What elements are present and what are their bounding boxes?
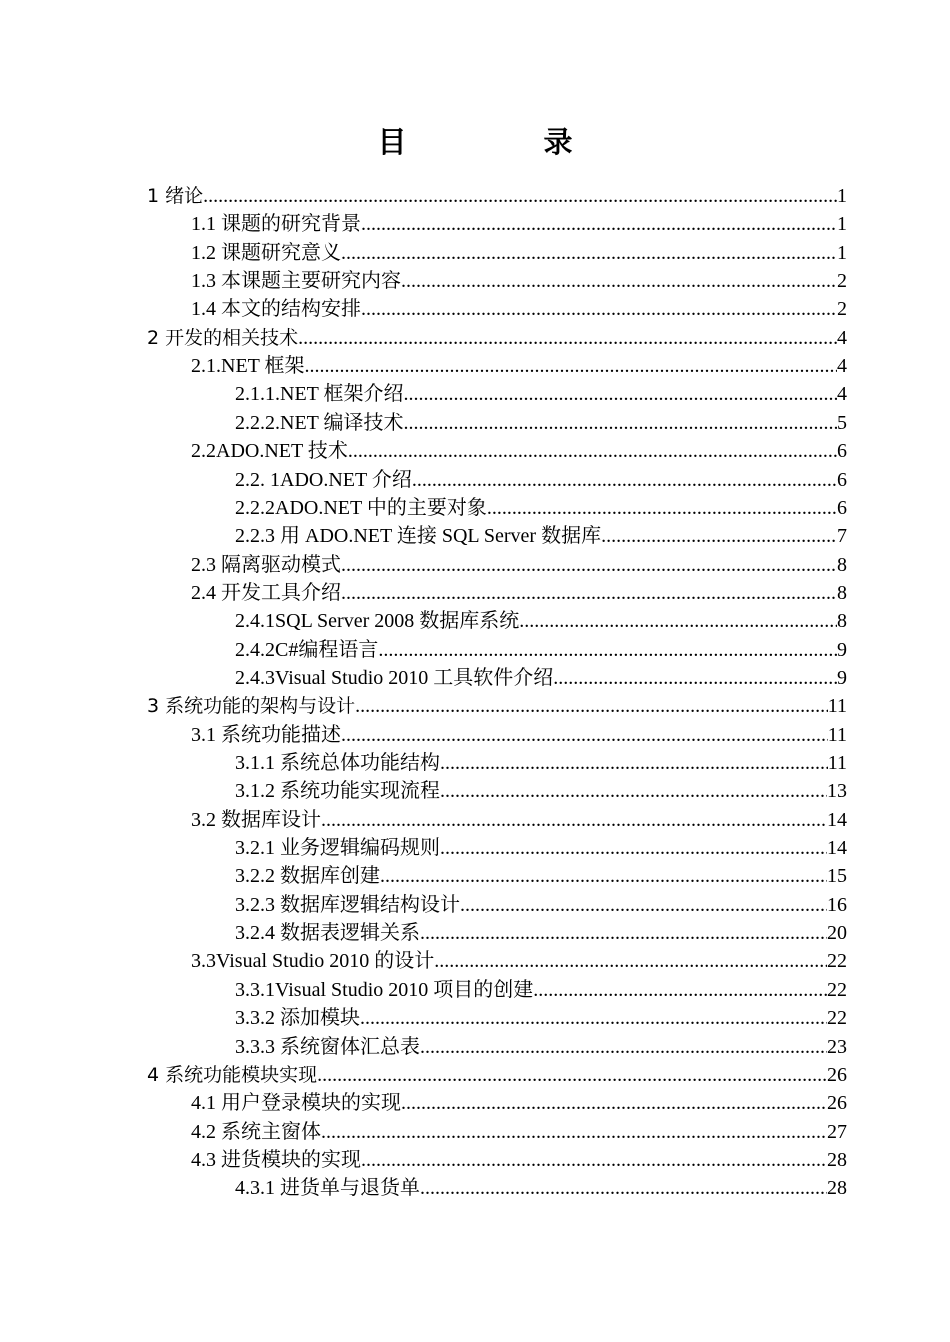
toc-dot-leader [404,409,837,437]
toc-entry-title: 3.1 系统功能描述 [191,723,341,746]
toc-entry-title: 3.1.1 系统总体功能结构 [235,752,440,774]
toc-dot-leader [533,976,827,1004]
toc-dot-leader [361,210,837,238]
toc-entry-page: 11 [827,695,847,718]
toc-entry-title: 3.1.2 系统功能实现流程 [235,780,440,803]
toc-dot-leader [412,466,837,494]
toc-entry [235,380,847,408]
toc-dot-leader [420,919,827,947]
toc-dot-leader [601,522,837,550]
toc-entry [191,721,847,749]
toc-entry-page: 1 [837,185,847,207]
toc-dot-leader [341,551,837,579]
toc-entry-title: 3.3Visual Studio 2010 的设计 [191,950,435,973]
toc-dot-leader [420,1174,827,1202]
toc-entry-page: 5 [837,411,847,434]
toc-dot-leader [360,1004,827,1032]
toc-entry-page: 11 [827,723,847,746]
toc-entry-title: 3.2.1 业务逻辑编码规则 [235,837,440,860]
toc-entry [235,494,847,522]
toc-entry-title: 1 绪论 [147,185,204,207]
toc-entry-title: 2.1.1.NET 框架介绍 [235,383,404,406]
toc-entry [191,1089,847,1117]
toc-entry [191,239,847,267]
toc-entry [235,1033,847,1061]
toc-entry [235,409,847,437]
toc-entry [235,1174,847,1202]
toc-dot-leader [361,1146,827,1174]
toc-entry [235,664,847,692]
toc-entry [147,692,847,720]
toc-dot-leader [401,267,837,295]
toc-dot-leader [355,692,828,720]
toc-dot-leader [305,352,837,380]
toc-entry [235,777,847,805]
toc-entry [191,579,847,607]
toc-entry-title: 2.4.2C#编程语言 [235,638,379,661]
toc-entry-page: 11 [827,752,847,774]
toc-entry-title: 2.4.1SQL Server 2008 数据库系统 [235,610,520,633]
toc-entry-title: 2.3 隔离驱动模式 [191,553,341,576]
toc-entry-title: 2.4 开发工具介绍 [191,581,341,604]
toc-entry-title: 2 开发的相关技术 [147,326,299,349]
toc-entry-title: 3.2.4 数据表逻辑关系 [235,922,420,945]
toc-dot-leader [440,834,827,862]
toc-dot-leader [321,806,827,834]
toc-entry-page: 6 [837,468,847,491]
toc-entry-page: 2 [837,298,847,321]
toc-entry [235,919,847,947]
toc-entry-page: 26 [827,1063,847,1086]
toc-entry-page: 13 [827,780,847,803]
toc-entry [235,834,847,862]
toc-entry-page: 16 [827,893,847,916]
toc-entry-title: 1.1 课题的研究背景 [191,213,361,236]
toc-entry-title: 3.2 数据库设计 [191,808,321,831]
toc-entry [191,210,847,238]
toc-entry [191,806,847,834]
toc-entry [191,947,847,975]
toc-entry [191,437,847,465]
toc-entry [235,976,847,1004]
toc-entry-page: 28 [827,1177,847,1200]
toc-entry-page: 14 [827,837,847,860]
toc-entry-page: 9 [837,666,847,689]
toc-dot-leader [434,947,827,975]
toc-entry-title: 4.3.1 进货单与退货单 [235,1177,420,1200]
toc-entry-title: 4.3 进货模块的实现 [191,1148,361,1171]
toc-entry-title: 3.3.3 系统窗体汇总表 [235,1035,420,1058]
toc-entry [235,1004,847,1032]
toc-entry [235,636,847,664]
toc-entry-title: 4.1 用户登录模块的实现 [191,1092,401,1115]
toc-entry-title: 4.2 系统主窗体 [191,1120,321,1143]
toc-entry-page: 1 [837,241,847,264]
toc-dot-leader [348,437,837,465]
toc-entry-page: 23 [827,1035,847,1058]
toc-entry-page: 22 [827,978,847,1001]
toc-entry [235,862,847,890]
toc-entry-page: 22 [827,1007,847,1030]
toc-entry-title: 2.2.2ADO.NET 中的主要对象 [235,496,487,519]
toc-entry-title: 3.3.1Visual Studio 2010 项目的创建 [235,978,534,1001]
toc-entry-page: 22 [827,950,847,973]
toc-dot-leader [519,607,837,635]
toc-dot-leader [404,380,837,408]
toc-entry-title: 3.2.2 数据库创建 [235,865,380,888]
toc-entry-page: 8 [837,553,847,576]
toc-dot-leader [341,239,837,267]
toc-entry-page: 28 [827,1148,847,1171]
toc-dot-leader [317,1061,827,1089]
toc-dot-leader [378,636,837,664]
toc-entry [235,891,847,919]
toc-entry-page: 7 [837,525,847,548]
toc-dot-leader [341,721,828,749]
toc-dot-leader [460,891,827,919]
toc-entry-title: 2.4.3Visual Studio 2010 工具软件介绍 [235,666,554,689]
toc-entry-page: 27 [827,1120,847,1143]
toc-dot-leader [553,664,837,692]
toc-entry [191,1118,847,1146]
toc-entry-title: 2.2.2.NET 编译技术 [235,411,404,434]
toc-entry-page: 4 [837,355,847,378]
toc-entry [191,267,847,295]
toc-entry [191,551,847,579]
toc-entry-title: 1.3 本课题主要研究内容 [191,270,401,293]
toc-entry-page: 1 [837,213,847,236]
toc-dot-leader [420,1033,827,1061]
toc-dot-leader [440,749,828,777]
toc-entry-page: 4 [837,383,847,406]
toc-entry [235,466,847,494]
page-title: 目 录 [377,125,627,159]
toc-entry-page: 6 [837,496,847,519]
toc-entry-title: 3.2.3 数据库逻辑结构设计 [235,893,460,916]
toc-entry [191,352,847,380]
toc-entry-title: 2.2ADO.NET 技术 [191,440,348,463]
toc-dot-leader [440,777,827,805]
toc-entry-page: 4 [837,326,847,349]
toc-entry-page: 15 [827,865,847,888]
toc-entry-page: 8 [837,610,847,633]
toc-dot-leader [341,579,837,607]
toc-entry-title: 1.4 本文的结构安排 [191,298,361,321]
toc-entry-page: 26 [827,1092,847,1115]
toc-entry-page: 8 [837,581,847,604]
toc-entry-title: 3 系统功能的架构与设计 [147,695,356,718]
toc-entry-page: 9 [837,638,847,661]
toc-dot-leader [401,1089,827,1117]
toc-entry [235,749,847,777]
toc-entry-title: 2.1.NET 框架 [191,355,305,378]
toc-entry-title: 2.2.3 用 ADO.NET 连接 SQL Server 数据库 [235,525,602,548]
toc-entry-title: 2.2. 1ADO.NET 介绍 [235,468,412,491]
toc-dot-leader [380,862,827,890]
toc-dot-leader [203,182,837,210]
toc-entry [191,1146,847,1174]
toc-entry [191,295,847,323]
toc-entry [147,182,847,210]
toc-entry-title: 3.3.2 添加模块 [235,1007,360,1030]
toc-entry-title: 1.2 课题研究意义 [191,241,341,264]
toc-entry [235,522,847,550]
toc-dot-leader [298,324,837,352]
toc-entry [147,324,847,352]
toc-entry [147,1061,847,1089]
toc-entry [235,607,847,635]
toc-dot-leader [321,1118,827,1146]
toc-dot-leader [487,494,837,522]
toc-entry-page: 14 [827,808,847,831]
toc-entry-title: 4 系统功能模块实现 [147,1063,318,1086]
toc-entry-page: 6 [837,440,847,463]
toc-dot-leader [361,295,837,323]
toc-entry-page: 20 [827,922,847,945]
toc-entry-page: 2 [837,270,847,293]
